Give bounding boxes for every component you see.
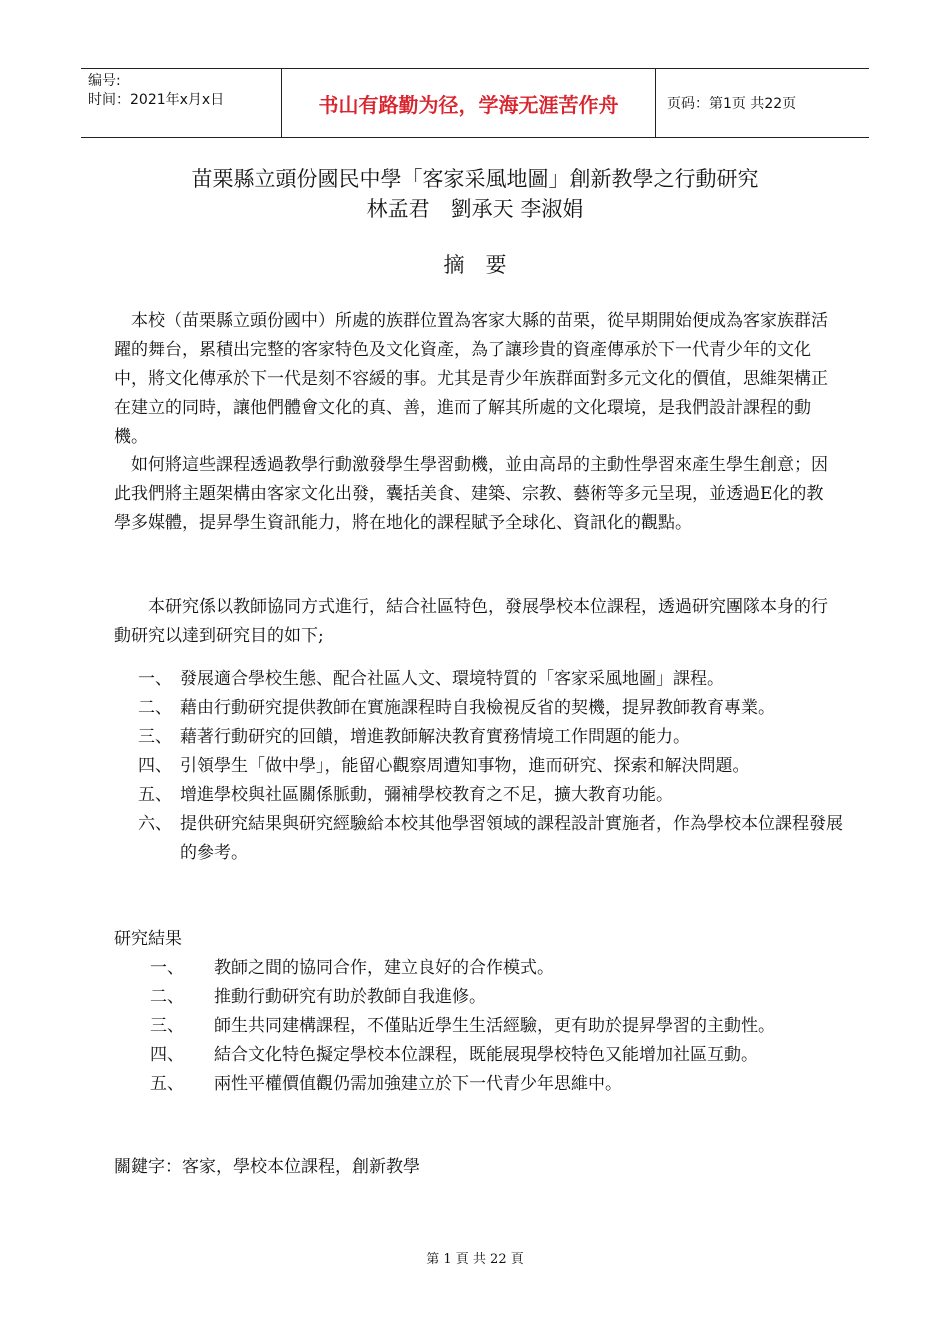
list-item-text: 教師之間的協同合作，建立良好的合作模式。 [214, 958, 554, 978]
keywords: 關鍵字：客家，學校本位課程，創新教學 [114, 1157, 420, 1177]
list-item-text: 提供研究結果與研究經驗給本校其他學習領域的課程設計實施者，作為學校本位課程發展的參考。 [180, 814, 843, 863]
number-label: 编号: [88, 73, 121, 89]
list-item-text: 結合文化特色擬定學校本位課程，既能展現學校特色又能增加社區互動。 [214, 1045, 758, 1065]
list-item-number: 一、 [138, 669, 172, 689]
results-heading: 研究結果 [114, 929, 182, 949]
abstract-heading: 摘 要 [443, 253, 507, 277]
header-page-label: 页码：第1页 共22页 [667, 96, 797, 112]
list-item [138, 781, 848, 810]
list-item [138, 810, 848, 868]
page-footer: 第 1 頁 共 22 頁 [426, 1252, 524, 1267]
list-item-number: 三、 [138, 727, 172, 747]
list-item-text: 師生共同建構課程，不僅貼近學生生活經驗，更有助於提昇學習的主動性。 [214, 1016, 775, 1036]
list-item-number: 四、 [138, 756, 172, 776]
document-header [81, 68, 869, 138]
list-item [138, 694, 848, 723]
header-meta [81, 69, 282, 137]
list-item-number: 四、 [150, 1045, 184, 1065]
list-item-text: 發展適合學校生態、配合社區人文、環境特質的「客家采風地圖」課程。 [180, 669, 724, 689]
list-item-number: 五、 [138, 785, 172, 805]
list-item-text: 藉著行動研究的回饋，增進教師解決教育實務情境工作問題的能力。 [180, 727, 690, 747]
list-item-text: 引領學生「做中學」，能留心觀察周遭知事物，進而研究、探索和解決問題。 [180, 756, 750, 776]
list-item-number: 六、 [138, 814, 172, 834]
header-motto: 书山有路勤为径，学海无涯苦作舟 [282, 69, 656, 137]
document-title: 苗栗縣立頭份國民中學「客家采風地圖」創新教學之行動研究 [191, 167, 759, 191]
time-label: 时间：2021年x月x日 [88, 92, 225, 108]
list-item-number: 三、 [150, 1016, 184, 1036]
research-goals-list [138, 665, 848, 868]
list-item-text: 增進學校與社區關係脈動，彌補學校教育之不足，擴大教育功能。 [180, 785, 673, 805]
list-item-text: 推動行動研究有助於教師自我進修。 [214, 987, 486, 1007]
list-item-number: 一、 [150, 958, 184, 978]
list-item [150, 1041, 850, 1070]
list-item [150, 1070, 850, 1099]
research-results-list [150, 954, 850, 1099]
abstract-paragraph-1: 本校（苗栗縣立頭份國中）所處的族群位置為客家大縣的苗栗，從早期開始便成為客家族群活躍的舞台，累積出完整的客家特色及文化資產，為了讓珍貴的資產傳承於下一代青少年的文化中，將文化傳承於下一代是刻不容緩的事。尤其是青少年族群面對多元文化的價值，思維架構正在建立的同時，讓他們體會文化的真、善，進而了解其所處的文化環境，是我們設計課程的動機。 [114, 311, 828, 447]
abstract-paragraph-2: 如何將這些課程透過教學行動激發學生學習動機，並由高昂的主動性學習來產生學生創意；因此我們將主題架構由客家文化出發，囊括美食、建築、宗教、藝術等多元呈現，並透過E化的教學多媒體，提昇學生資訊能力，將在地化的課程賦予全球化、資訊化的觀點。 [114, 455, 828, 533]
list-item [150, 983, 850, 1012]
list-item [138, 752, 848, 781]
list-item [150, 1012, 850, 1041]
list-item-text: 兩性平權價值觀仍需加強建立於下一代青少年思維中。 [214, 1074, 622, 1094]
list-item-text: 藉由行動研究提供教師在實施課程時自我檢視反省的契機，提昇教師教育專業。 [180, 698, 775, 718]
list-item-number: 二、 [138, 698, 172, 718]
abstract-paragraph-3: 本研究係以教師協同方式進行，結合社區特色，發展學校本位課程，透過研究團隊本身的行動研究以達到研究目的如下; [114, 597, 828, 646]
list-item [150, 954, 850, 983]
list-item-number: 二、 [150, 987, 184, 1007]
list-item-number: 五、 [150, 1074, 184, 1094]
authors: 林孟君 劉承天 李淑娟 [366, 197, 584, 221]
list-item [138, 665, 848, 694]
list-item [138, 723, 848, 752]
